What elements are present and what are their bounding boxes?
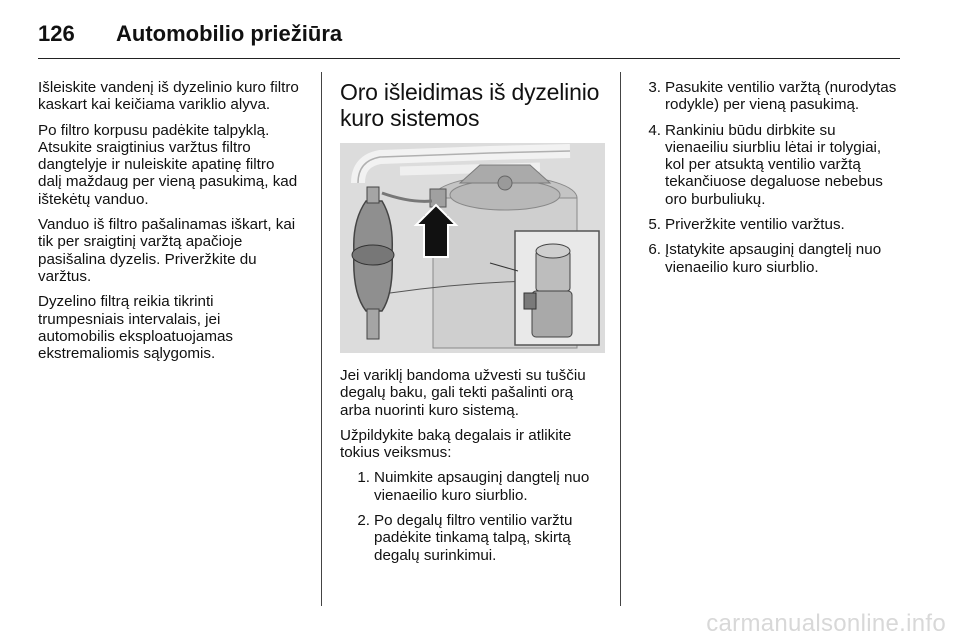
step-number: 6. xyxy=(648,241,661,259)
step-number: 2. xyxy=(357,512,370,530)
column-divider-2 xyxy=(620,72,621,606)
column-2 xyxy=(340,79,606,572)
watermark: carmanualsonline.info xyxy=(706,610,946,637)
list-item xyxy=(641,79,903,114)
step-text: Pasukite ventilio varžtą (nurodytas rodykle) per vieną pasukimą. xyxy=(665,79,897,114)
column-1 xyxy=(38,79,300,370)
paragraph: Vanduo iš filtro pašalinamas iškart, kai tik per sraigtinį varžtą apačioje pasišalina dyzelis. Priveržkite du varžtus. xyxy=(38,216,296,285)
list-item xyxy=(340,512,606,564)
column-3 xyxy=(641,79,903,284)
step-text: Rankiniu būdu dirbkite su vienaeiliu siurbliu lėtai ir tolygiai, kol per atsuktą ventilio varžtą tekančiuose degaluose nebebus oro burbuliukų. xyxy=(665,121,883,208)
column-divider-1 xyxy=(321,72,322,606)
steps-list xyxy=(641,79,903,276)
step-text: Nuimkite apsauginį dangtelį nuo vienaeilio kuro siurblio. xyxy=(374,469,590,504)
paragraph: Išleiskite vandenį iš dyzelinio kuro filtro kaskart kai keičiama variklio alyva. xyxy=(38,79,299,114)
step-text: Įstatykite apsauginį dangtelį nuo vienaeilio kuro siurblio. xyxy=(665,241,882,276)
paragraph: Užpildykite baką degalais ir atlikite tokius veiksmus: xyxy=(340,426,572,462)
page-number: 126 xyxy=(38,21,75,46)
step-number: 1. xyxy=(357,469,370,487)
list-item xyxy=(641,122,903,208)
paragraph: Jei variklį bandoma užvesti su tuščiu degalų baku, gali tekti pašalinti orą arba nuorinti kuro sistemą. xyxy=(340,367,586,419)
step-text: Po degalų filtro ventilio varžtu padėkite tinkamą talpą, skirtą degalų surinkimui. xyxy=(374,512,573,564)
page-title: Automobilio priežiūra xyxy=(116,21,343,46)
step-number: 4. xyxy=(648,121,661,139)
header-rule xyxy=(38,58,900,59)
fuel-filter-drawing xyxy=(340,143,605,353)
paragraph: Dyzelino filtrą reikia tikrinti trumpesniais intervalais, jei automobilis eksploatuojamas ekstremaliomis sąlygomis. xyxy=(38,293,234,363)
list-item xyxy=(340,469,606,504)
section-heading: Oro išleidimas iš dyzelinio kuro sistemos xyxy=(340,79,600,131)
step-number: 3. xyxy=(648,79,661,96)
steps-list xyxy=(340,469,606,563)
list-item xyxy=(641,241,903,276)
step-text: Priveržkite ventilio varžtus. xyxy=(665,216,845,234)
step-number: 5. xyxy=(648,216,661,234)
list-item xyxy=(641,216,903,233)
paragraph: Po filtro korpusu padėkite talpyklą. Atsukite sraigtinius varžtus filtro dangtelyje ir nuleiskite apatinę filtro dalį maždaug per vieną pasukimą, kad ištekėtų vanduo. xyxy=(38,121,298,208)
fuel-filter-illustration xyxy=(340,143,605,353)
page-header xyxy=(38,14,342,54)
